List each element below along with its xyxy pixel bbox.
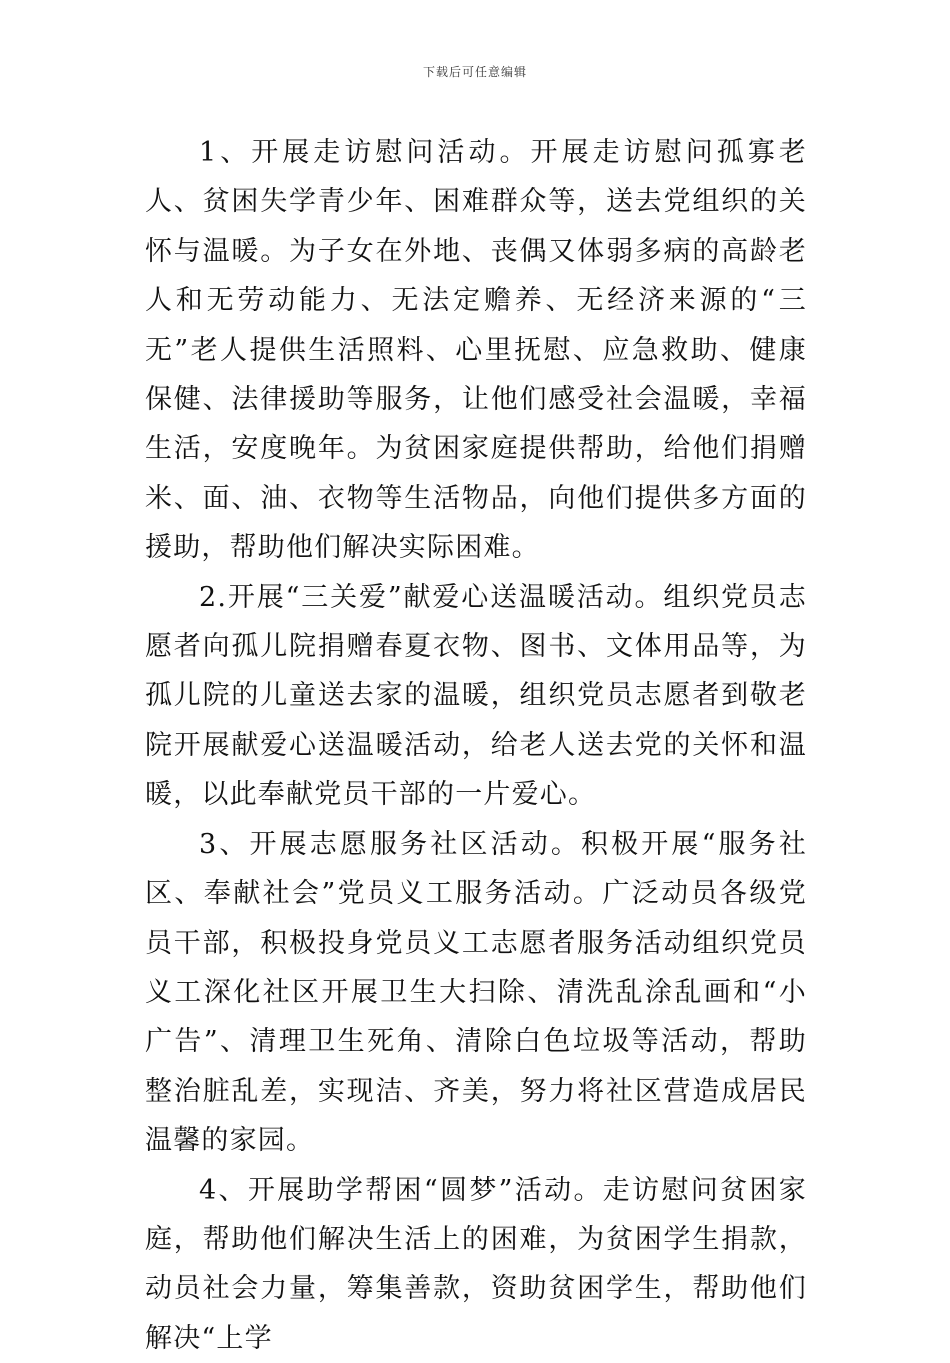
paragraph-student-aid: 4、开展助学帮困“圆梦”活动。走访慰问贫困家庭，帮助他们解决生活上的困难，为贫困学生捐款，动员社会力量，筹集善款，资助贫困学生，帮助他们解决“上学 bbox=[145, 1174, 807, 1354]
document-body bbox=[145, 128, 807, 1363]
paragraph-three-care: 2.开展“三关爱”献爱心送温暖活动。组织党员志愿者向孤儿院捐赠春夏衣物、图书、文体用品等，为孤儿院的儿童送去家的温暖，组织党员志愿者到敬老院开展献爱心送温暖活动，给老人送去党的关怀和温暖，以此奉献党员干部的一片爱心。 bbox=[145, 581, 807, 811]
page-header-note: 下载后可任意编辑 bbox=[422, 65, 527, 79]
paragraph-visiting: 1、开展走访慰问活动。开展走访慰问孤寡老人、贫困失学青少年、困难群众等，送去党组织的关怀与温暖。为子女在外地、丧偶又体弱多病的高龄老人和无劳动能力、无法定赡养、无经济来源的“三无”老人提供生活照料、心里抚慰、应急救助、健康保健、法律援助等服务，让他们感受社会温暖，幸福生活，安度晚年。为贫困家庭提供帮助，给他们捐赠米、面、油、衣物等生活物品，向他们提供多方面的援助，帮助他们解决实际困难。 bbox=[145, 137, 807, 564]
paragraph-community-service: 3、开展志愿服务社区活动。积极开展“服务社区、奉献社会”党员义工服务活动。广泛动员各级党员干部，积极投身党员义工志愿者服务活动组织党员义工深化社区开展卫生大扫除、清洗乱涂乱画和“小广告”、清理卫生死角、清除白色垃圾等活动，帮助整治脏乱差，实现洁、齐美，努力将社区营造成居民温馨的家园。 bbox=[145, 828, 807, 1157]
